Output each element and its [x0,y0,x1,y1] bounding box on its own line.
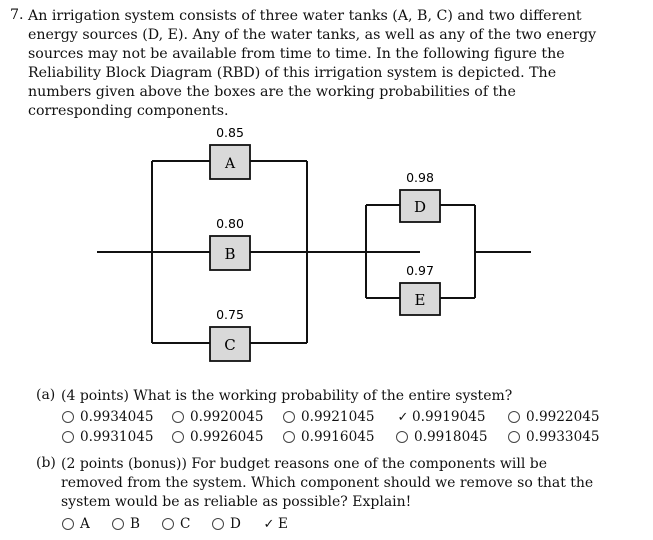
check-mark-icon: ✓ [263,516,275,532]
part-a-option[interactable] [508,409,600,425]
part-a-option[interactable] [396,429,500,445]
part-b-option-value: B [130,516,140,532]
part-a-option[interactable] [172,429,275,445]
radio-circle-icon [62,518,74,530]
block-e-probability: 0.97 [406,263,434,278]
diagram-wires [97,161,531,343]
check-mark-icon: ✓ [397,409,409,425]
part-b-label: (b) [36,455,56,471]
block-b [210,216,250,270]
part-b-option[interactable] [212,516,254,532]
part-a-option-value: 0.9933045 [526,429,600,445]
part-a-options-row-1 [62,409,608,425]
part-b-option-selected[interactable] [262,516,288,532]
part-a-option-value: 0.9920045 [190,409,264,425]
part-a-option[interactable] [62,409,164,425]
block-c-probability: 0.75 [216,307,244,322]
radio-circle-icon [396,431,408,443]
part-b-text: (2 points (bonus)) For budget reasons one of the components will be removed from the system. Which component should we remove so that the system would be as reliable as possible? Explain! [61,456,594,510]
block-b-label: B [224,245,236,263]
block-e-label: E [414,291,426,309]
part-b-option[interactable] [162,516,204,532]
part-a-option[interactable] [508,429,600,445]
block-b-probability: 0.80 [216,216,244,231]
radio-circle-icon [62,431,74,443]
question-number: 7. [10,7,24,23]
part-a-option-value: 0.9916045 [301,429,375,445]
part-b-option-value: A [80,516,90,532]
block-d-label: D [413,198,427,216]
part-a-option-value: 0.9926045 [190,429,264,445]
part-b-option-value: D [230,516,241,532]
part-a-option-value: 0.9919045 [412,409,486,425]
part-b-option[interactable] [62,516,104,532]
part-b-options-row [62,516,296,532]
part-a-option-value: 0.9918045 [414,429,488,445]
block-d [400,170,440,222]
radio-circle-icon [508,431,520,443]
radio-circle-icon [62,411,74,423]
part-a-option-value: 0.9934045 [80,409,154,425]
radio-circle-icon [212,518,224,530]
block-c [210,307,250,361]
question-text: An irrigation system consists of three water tanks (A, B, C) and two different energy sources (D, E). Any of the water tanks, as well as any of the two energy sources may not be available from time to time. In the following figure the Reliability Block Diagram (RBD) of this irrigation system is depicted. The numbers given above the boxes are the working probabilities of the corresponding components. [28,8,597,119]
radio-circle-icon [112,518,124,530]
block-e [400,263,440,315]
block-a [210,125,250,179]
part-a-option[interactable] [172,409,275,425]
part-a-option[interactable] [62,429,164,445]
part-a-option[interactable] [283,409,388,425]
part-a-options-row-2 [62,429,608,445]
part-a-option-value: 0.9921045 [301,409,375,425]
block-a-label: A [224,156,236,172]
radio-circle-icon [283,411,295,423]
part-a-option-value: 0.9931045 [80,429,154,445]
block-d-probability: 0.98 [406,170,434,185]
part-a-option-value: 0.9922045 [526,409,600,425]
radio-circle-icon [283,431,295,443]
part-a-option[interactable] [283,429,388,445]
part-a-option-selected[interactable] [396,409,500,425]
radio-circle-icon [508,411,520,423]
part-b-option-value: E [278,516,288,532]
radio-circle-icon [172,431,184,443]
block-a-probability: 0.85 [216,125,244,140]
radio-circle-icon [162,518,174,530]
part-a-text: (4 points) What is the working probability of the entire system? [61,388,513,404]
part-b-option-value: C [180,516,191,532]
radio-circle-icon [172,411,184,423]
block-c-label: C [224,336,236,354]
part-a-label: (a) [36,387,56,403]
part-b-option[interactable] [112,516,154,532]
